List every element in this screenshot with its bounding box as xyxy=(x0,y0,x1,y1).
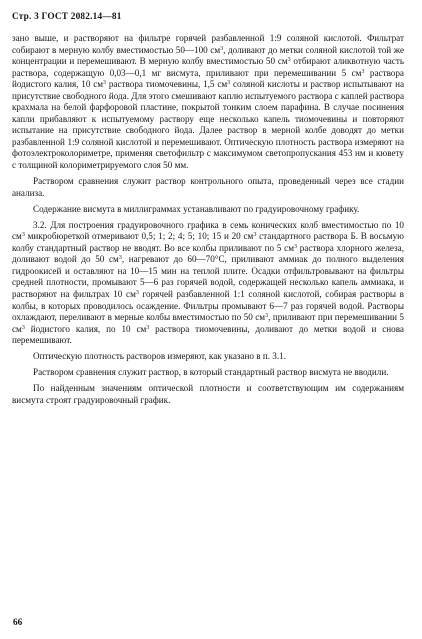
paragraph-optical-density xyxy=(12,351,404,363)
text-run: 3.2. Для построения градуировочного графика в семь конических колб вместимостью по 10 см xyxy=(12,219,404,242)
text-run: соляной кислоты и раствор испытывают на присутствие свободного йода. Для этого смешивают каплю испытуемого раствора с каплей раствора крахмала на белой фарфоровой пластине, покрытой тонким слоем парафина. В случае посинения капли прибавляют к испытуемому раствору еще несколько капель тиомочевины и повторяют испытание на присутствие свободного йода. Далее раствор в мерной колбе доводят до метки разбавленной 1:9 соляной кислотой и перемешивают. Оптическую плотность раствора измеряют на фотоэлектроколориметре, применяя светофильтр с максимумом светопропускания 453 нм и кювету с толщиной колориметрируемого слоя 50 мм. xyxy=(12,79,404,171)
paragraph-method-continuation xyxy=(12,33,404,172)
page-header: Стр. 3 ГОСТ 2082.14—81 xyxy=(12,12,122,22)
superscript: 3 xyxy=(265,312,269,319)
text-run: зано выше, и растворяют на фильтре горячей разбавленной 1:9 соляной кислотой. Фильтрат собирают в мерную колбу вместимостью 50—100 см xyxy=(12,33,404,55)
superscript: 3 xyxy=(146,324,150,331)
text-run: горячей разбавленной 1:1 соляной кислотой, собирая растворы в колбы, в которых проводилось осаждение. Фильтры промывают 6—7 раз горячей водой. Растворы охлаждают, переливают в мерные колбы вместимостью по 50 см xyxy=(12,288,404,323)
paragraph-reference-solution xyxy=(12,176,404,199)
superscript: 3 xyxy=(118,255,122,262)
text-run: Оптическую плотность растворов измеряют, как указано в п. 3.1. xyxy=(33,351,286,362)
text-run: , доливают до метки соляной кислотой той же концентрации и перемешивают. В мерную колбу вместимостью 50 см xyxy=(12,44,404,67)
text-run: Содержание висмута в миллиграммах устанавливают по градуировочному графику. xyxy=(33,203,360,214)
superscript: 3 xyxy=(220,45,224,52)
text-run: раствора йодистого калия, 10 см xyxy=(12,67,404,90)
text-run: йодистого калия, по 10 см xyxy=(24,323,147,334)
text-run: микробюреткой отмеривают 0,5; 1; 2; 4; 5; 10; 15 и 20 см xyxy=(24,231,254,242)
text-run: раствора хлорного железа, доливают водой до 50 см xyxy=(12,242,404,265)
text-run: стандартного раствора Б. В восьмую колбу стандартный раствор не вводят. Во все колбы приливают по 5 см xyxy=(12,231,405,253)
superscript: 3 xyxy=(287,56,291,63)
text-run: отбирают аликвотную часть раствора, содержащую 0,03—0,1 мг висмута, приливают при перемешивании 5 см xyxy=(12,56,404,78)
text-run: Раствором сравнения служит раствор, в который стандартный раствор висмута не вводили. xyxy=(33,367,389,378)
text-run: раствора тиомочевины, доливают до метки водой и снова перемешивают. xyxy=(12,323,404,346)
page-number: 66 xyxy=(13,618,23,628)
paragraph-calibration-graph xyxy=(12,383,404,406)
paragraph-section-3-2 xyxy=(12,220,404,347)
superscript: 3 xyxy=(135,289,139,296)
superscript: 3 xyxy=(253,232,257,239)
paragraph-reference-solution-2 xyxy=(12,367,404,379)
superscript: 3 xyxy=(227,80,231,86)
document-body xyxy=(12,33,404,406)
text-run: , нагревают до 60—70°С, приливают аммиак до полного выделения гидроокисей и оставляют на 10—15 мин на теплой плите. Осадки отфильтровывают на фильтры средней плотности, промывают 5—6 раз горячей водой, содержащей несколько капель аммиака, и растворяют на фильтрах 10 см xyxy=(12,254,404,299)
superscript: 3 xyxy=(361,68,365,75)
paragraph-bismuth-content xyxy=(12,204,404,216)
superscript: 3 xyxy=(21,324,25,331)
text-run: раствора тиомочевины, 1,5 см xyxy=(106,79,228,90)
superscript: 3 xyxy=(21,232,25,239)
text-run: Раствором сравнения служит раствор контрольного опыта, проведенный через все стадии анализа. xyxy=(12,176,404,198)
text-run: По найденным значениям оптической плотности и соответствующим им содержаниям висмута строят градуировочный график. xyxy=(12,383,404,405)
text-run: , приливают при перемешивании 5 см xyxy=(12,312,404,334)
superscript: 3 xyxy=(103,80,107,86)
superscript: 3 xyxy=(293,243,297,250)
